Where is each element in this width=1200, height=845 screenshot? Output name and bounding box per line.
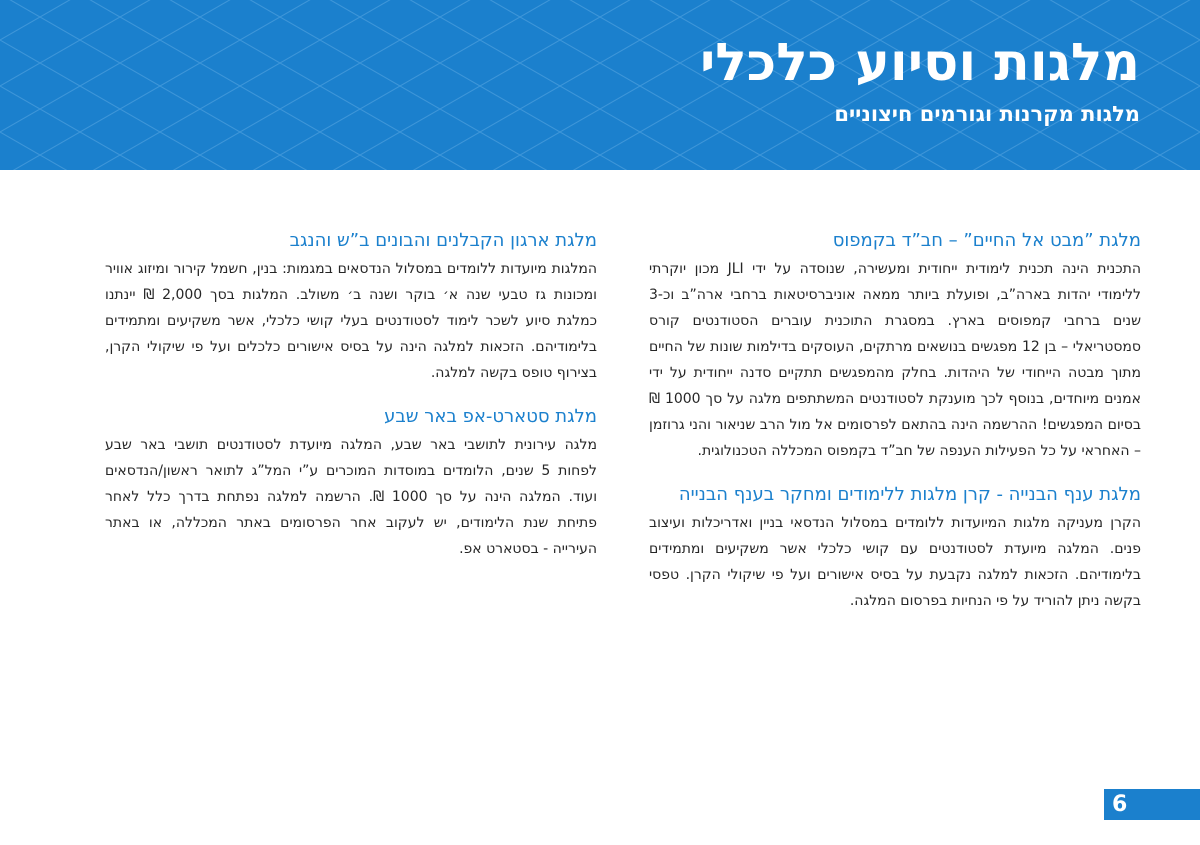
left-column	[105, 228, 597, 580]
section-title: מלגת ארגון הקבלנים והבונים ב”ש והנגב	[289, 230, 597, 251]
section-body: התכנית הינה תכנית לימודית ייחודית ומעשירה, שנוסדה על ידי JLI מכון יוקרתי ללימודי יהדות בארה”ב, ופועלת ביותר ממאה אוניברסיטאות ברחבי ארה”ב וכ-3 שנים ברחבי קמפוסים בארץ. במסגרת התוכנית עוברים הסטודנטים קורס סמסטריאלי – בן 12 מפגשים בנושאים מרתקים, העוסקים בדילמות שונות של החיים מתוך מבטה הייחודי של היהדות. בחלק מהמפגשים תתקיים סדנה ייחודית על ידי אמנים מיוחדים, בנוסף לכך מוענקת לסטודנטים המשתתפים מלגה על סך 1000 ₪ בסיום המפגשים! ההרשמה הינה בהתאם לפרסומים אל מול הרב שניאור והני גרוזמן – האחראי על כל הפעילות הענפה של חב”ד בקמפוס המכללה הטכנולוגית.	[649, 261, 1142, 459]
section-contractors-scholarship	[105, 228, 597, 386]
section-chabad-scholarship	[649, 228, 1141, 464]
section-startup-scholarship	[105, 404, 597, 562]
section-title: מלגת ”מבט אל החיים” – חב”ד בקמפוס	[832, 230, 1141, 251]
header-banner	[0, 0, 1200, 170]
section-construction-scholarship	[649, 482, 1141, 614]
page-subtitle: מלגות מקרנות וגורמים חיצוניים	[834, 102, 1140, 126]
section-body: המלגות מיועדות ללומדים במסלול הנדסאים במגמות: בנין, חשמל קירור ומיזוג אוויר ומכונות גז טבעי שנה א׳ בוקר ושנה ב׳ משולב. המלגות בסך 2,000 ₪ יינתנו כמלגת סיוע לשכר לימוד לסטודנטים בעלי קושי כלכלי, אשר משקיעים ומתמידים בלימודיהם. הזכאות למלגה הינה על בסיס אישורים כלכלים ועל פי שיקולי הקרן, בצירוף טופס בקשה למלגה.	[105, 261, 597, 381]
section-body: מלגה עירונית לתושבי באר שבע, המלגה מיועדת לסטודנטים תושבי באר שבע לפחות 5 שנים, הלומדים במוסדות המוכרים ע”י המל”ג לתואר ראשון/הנדסאים ועוד. המלגה הינה על סך 1000 ₪. הרשמה למלגה נפתחת בדרך כלל לאחר פתיחת שנת הלימודים, יש לעקוב אחר הפרסומים באתר המכללה, או באתר העירייה - בסטארט אפ.	[105, 437, 598, 557]
section-body: הקרן מעניקה מלגות המיועדות ללומדים במסלול הנדסאי בניין ואדריכלות ועיצוב פנים. המלגה מיועדת לסטודנטים עם קושי כלכלי אשר משקיעים ומתמידים בלימודיהם. הזכאות למלגה נקבעת על בסיס אישורים ועל פי שיקולי הקרן. טפסי בקשה ניתן להוריד על פי הנחיות בפרסום המלגה.	[649, 515, 1141, 609]
section-title: מלגת סטארט-אפ באר שבע	[384, 406, 597, 427]
section-title: מלגת ענף הבנייה - קרן מלגות ללימודים ומחקר בענף הבנייה	[678, 484, 1141, 505]
page-number: 6	[1104, 789, 1200, 820]
page-title: מלגות וסיוע כלכלי	[699, 33, 1140, 93]
right-column	[649, 228, 1141, 632]
